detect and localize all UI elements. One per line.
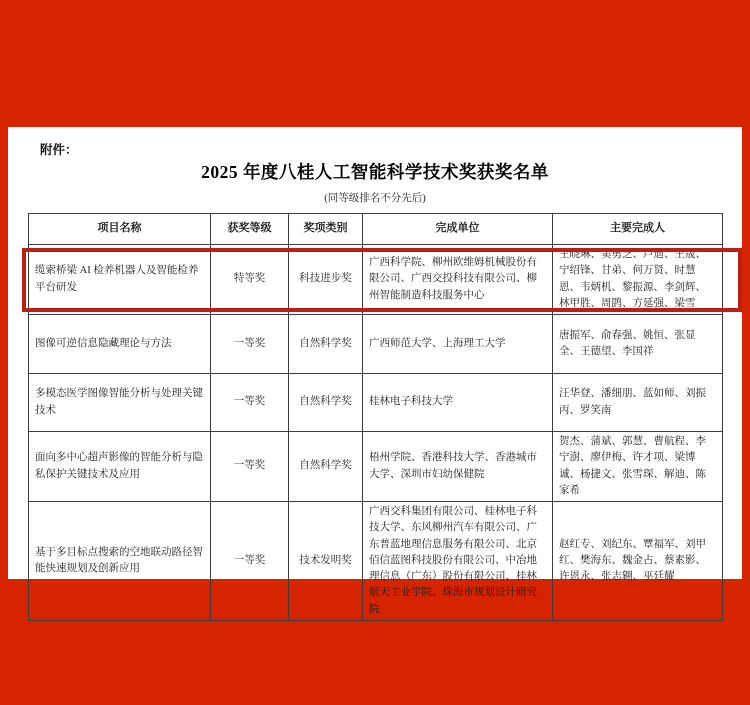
cell-project: 多模态医学图像智能分析与处理关键技术 [29, 374, 211, 432]
document-page [8, 127, 742, 615]
cell-contributors: 贺杰、蒲斌、郭慧、曹航程、李宁澍、廖伊梅、许才项、梁博诚、杨捷文、张雪琛、解迪、陈家希 [553, 432, 723, 502]
cell-units: 桂林电子科技大学 [363, 374, 553, 432]
cell-project: 图像可逆信息隐藏理论与方法 [29, 315, 211, 374]
page-title: 2025 年度八桂人工智能科学技术奖获奖名单 [201, 162, 549, 182]
cell-contributors: 王晓琳、窦勇芝、卢迪、王晟、宁绍锋、甘弟、何万贤、时慧恩、韦炳机、黎振源、李剑辉、林甲胜、周鹍、方延强、梁雪 [553, 245, 723, 315]
cell-contributors: 唐振军、俞春强、姚恒、张显全、王德望、李国祥 [553, 315, 723, 374]
cell-units: 广西科学院、柳州欧维姆机械股份有限公司、广西交投科技有限公司、柳州智能制造科技服务中心 [363, 245, 553, 315]
cell-category: 技术发明奖 [289, 502, 363, 621]
cell-category: 自然科学奖 [289, 432, 363, 502]
table-row [29, 374, 723, 432]
cell-category: 科技进步奖 [289, 245, 363, 315]
cell-units: 广西交科集团有限公司、桂林电子科技大学、东风柳州汽车有限公司、广东普蓝地理信息服务有限公司、北京佰信蓝图科技股份有限公司、中冶地理信息（广东）股份有限公司、桂林航天工业学院、珠海市规划设计研究院 [363, 502, 553, 621]
header-category: 奖项类别 [289, 214, 363, 245]
cell-contributors: 汪华登、潘细朋、蓝如师、刘振丙、罗笑南 [553, 374, 723, 432]
cell-project: 面向多中心超声影像的智能分析与隐私保护关键技术及应用 [29, 432, 211, 502]
cell-level: 一等奖 [211, 315, 289, 374]
cell-contributors: 赵红专、刘纪东、覃福军、刘甲红、樊海东、魏金占、蔡素影、许恩永、张志翱、巫廷耀 [553, 502, 723, 621]
cell-level: 一等奖 [211, 374, 289, 432]
header-units: 完成单位 [363, 214, 553, 245]
table-row [29, 315, 723, 374]
cell-project: 基于多目标点搜索的空地联动路径智能快速规划及创新应用 [29, 502, 211, 621]
page-subtitle: (同等级排名不分先后) [324, 193, 426, 204]
cell-level: 一等奖 [211, 502, 289, 621]
header-level: 获奖等级 [211, 214, 289, 245]
table-header-row [29, 214, 723, 245]
awards-table [28, 213, 723, 621]
table-row [29, 432, 723, 502]
cell-units: 广西师范大学、上海理工大学 [363, 315, 553, 374]
header-project: 项目名称 [29, 214, 211, 245]
attachment-label: 附件： [40, 143, 78, 157]
cell-category: 自然科学奖 [289, 374, 363, 432]
table-row [29, 245, 723, 315]
header-contributors: 主要完成人 [553, 214, 723, 245]
cell-project: 缆索桥梁 AI 检养机器人及智能检养平台研发 [29, 245, 211, 315]
cell-units: 梧州学院、香港科技大学、香港城市大学、深圳市妇幼保健院 [363, 432, 553, 502]
table-row [29, 502, 723, 621]
cell-level: 特等奖 [211, 245, 289, 315]
cell-category: 自然科学奖 [289, 315, 363, 374]
cell-level: 一等奖 [211, 432, 289, 502]
